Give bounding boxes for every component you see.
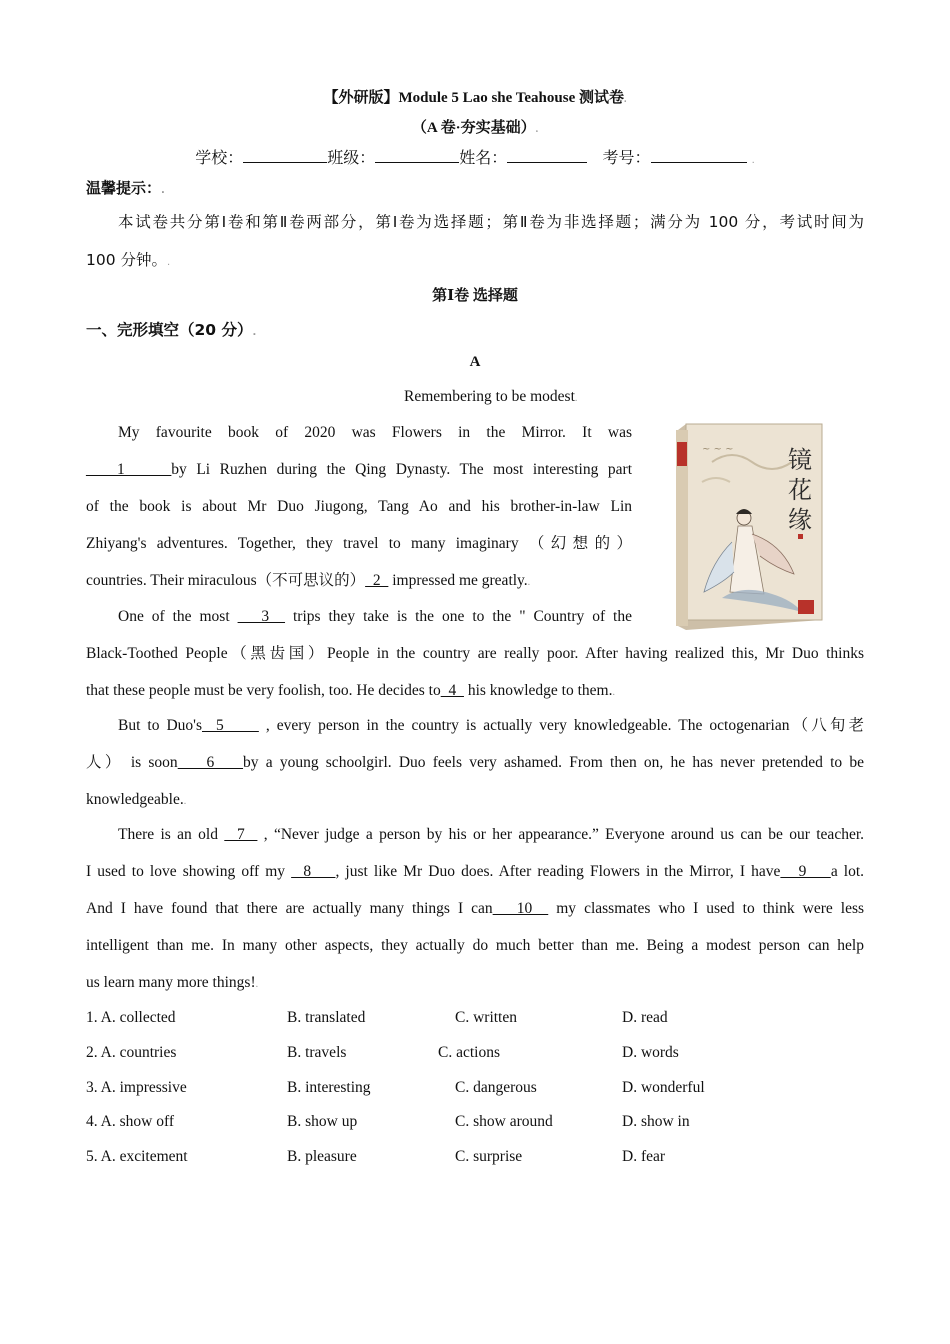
q2-option-a[interactable]: 2. A. countries — [86, 1044, 177, 1061]
p2-line-3: that these people must be very foolish, too. He decides to 4 his knowledge to them.. — [86, 682, 615, 699]
paragraph-2-rest — [86, 635, 864, 709]
q4-option-b[interactable]: B. show up — [287, 1113, 358, 1130]
blank-5[interactable]: 5 — [202, 717, 259, 734]
class-blank[interactable] — [375, 148, 459, 163]
school-label: 学校： — [195, 148, 244, 167]
blank-4[interactable]: 4 — [440, 682, 464, 699]
q5-option-b[interactable]: B. pleasure — [287, 1148, 357, 1165]
name-label: 姓名： — [459, 148, 508, 167]
q3-option-b[interactable]: B. interesting — [287, 1079, 371, 1096]
q3-option-a[interactable]: 3. A. impressive — [86, 1079, 187, 1096]
q5-option-a[interactable]: 5. A. excitement — [86, 1148, 188, 1165]
blank-1[interactable]: ____1______ — [86, 461, 172, 478]
blank-8[interactable]: 8 — [291, 863, 336, 880]
passage-letter: A — [469, 354, 481, 370]
p1-line-2: ____1______by Li Ruzhen during the Qing Dynasty. The most interesting part — [86, 461, 632, 478]
p2-line-2: Black-Toothed People（黑齿国）People in the country are really poor. After having realized this, Mr Duo thinks — [86, 645, 864, 662]
p4-line-2: I used to love showing off my 8 , just like Mr Duo does. After reading Flowers in the Mirror, I have 9 a lot. — [86, 863, 865, 880]
p1-line-3: of the book is about Mr Duo Jiugong, Tang Ao and his brother-in-law Lin — [86, 498, 632, 515]
part-heading: 一、完形填空（20 分）. — [86, 321, 257, 339]
blank-6[interactable]: 6 — [177, 754, 244, 771]
p2-line-1: One of the most 3 trips they take is the one to the " Country of the — [118, 608, 632, 625]
p1-line-4: Zhiyang's adventures. Together, they travel to many imaginary （幻想的） — [86, 535, 632, 552]
blank-9[interactable]: 9 — [780, 863, 831, 880]
q3-option-d[interactable]: D. wonderful — [622, 1079, 705, 1096]
exam-title-text: 【外研版】Module 5 Lao she Teahouse 测试卷 — [323, 90, 624, 106]
q5-option-d[interactable]: D. fear — [622, 1148, 666, 1165]
p4-line-5: us learn many more things!. — [86, 974, 259, 991]
exam-subtitle-text: （A 卷·夯实基础） — [411, 120, 536, 136]
q2-option-c[interactable]: C. actions — [438, 1044, 500, 1061]
tips-line-2: 100 分钟。. — [86, 251, 171, 269]
p1-line-1: My favourite book of 2020 was Flowers in the Mirror. It was — [118, 424, 632, 441]
q1-option-b[interactable]: B. translated — [287, 1009, 366, 1026]
exam-no-blank[interactable] — [651, 148, 747, 163]
q2-option-b[interactable]: B. travels — [287, 1044, 347, 1061]
class-label: 班级： — [327, 148, 376, 167]
p4-line-3: And I have found that there are actually many things I can 10 my classmates who I used to think were less — [86, 900, 865, 917]
passage-title: Remembering to be modest. — [404, 388, 578, 405]
blank-3[interactable]: 3 — [237, 608, 286, 625]
p4-line-1: There is an old 7 , “Never judge a person by his or her appearance.” Everyone around us can be our teacher. — [118, 826, 865, 843]
svg-text:~ ~ ~: ~ ~ ~ — [702, 444, 734, 455]
book-title-char: 镜 — [788, 446, 812, 474]
tips-heading: 温馨提示：. — [86, 179, 165, 197]
exam-title: 【外研版】Module 5 Lao she Teahouse 测试卷. — [323, 90, 627, 106]
q1-option-a[interactable]: 1. A. collected — [86, 1009, 176, 1026]
paragraph-1 — [86, 414, 632, 599]
p1-line-5: countries. Their miraculous（不可思议的） 2 impressed me greatly.. — [86, 572, 531, 589]
q1-option-d[interactable]: D. read — [622, 1009, 668, 1026]
q3-option-c[interactable]: C. dangerous — [455, 1079, 537, 1096]
student-info-line: 学校： 班级： 姓名： 考号： . — [195, 148, 755, 167]
blank-2[interactable]: 2 — [365, 572, 389, 589]
p3-line-2: 人） is soon 6 by a young schoolgirl. Duo feels very ashamed. From then on, he has never pretended to be — [86, 754, 865, 771]
book-cover-svg — [672, 422, 828, 632]
exam-subtitle: （A 卷·夯实基础）. — [411, 120, 539, 136]
q4-option-c[interactable]: C. show around — [455, 1113, 553, 1130]
p3-line-1: But to Duo's 5 , every person in the country is actually very knowledgeable. The octogenarian（八旬老 — [118, 717, 864, 734]
blank-10[interactable]: 10 — [492, 900, 549, 917]
q1-option-c[interactable]: C. written — [455, 1009, 517, 1026]
name-blank[interactable] — [507, 148, 587, 163]
q4-option-d[interactable]: D. show in — [622, 1113, 690, 1130]
q5-option-c[interactable]: C. surprise — [455, 1148, 523, 1165]
paragraph-3 — [86, 707, 864, 818]
volume-heading: 第Ⅰ卷 选择题 — [432, 288, 518, 304]
q2-option-d[interactable]: D. words — [622, 1044, 679, 1061]
book-title — [788, 446, 812, 534]
paragraph-4 — [86, 816, 864, 1001]
p4-line-4: intelligent than me. In many other aspects, they actually do much better than me. Being a modest person can help — [86, 937, 864, 954]
book-cover-image — [672, 422, 828, 632]
school-blank[interactable] — [243, 148, 327, 163]
exam-no-label: 考号： — [602, 148, 651, 167]
paragraph-2-start — [86, 598, 632, 635]
tips-line-1: 本试卷共分第Ⅰ卷和第Ⅱ卷两部分，第Ⅰ卷为选择题；第Ⅱ卷为非选择题；满分为 100 分，考试时间为 — [118, 213, 864, 231]
p3-line-3: knowledgeable.. — [86, 791, 187, 808]
book-title-char: 缘 — [788, 506, 812, 534]
blank-7[interactable]: 7 — [224, 826, 258, 843]
book-title-char: 花 — [788, 476, 812, 504]
q4-option-a[interactable]: 4. A. show off — [86, 1113, 174, 1130]
